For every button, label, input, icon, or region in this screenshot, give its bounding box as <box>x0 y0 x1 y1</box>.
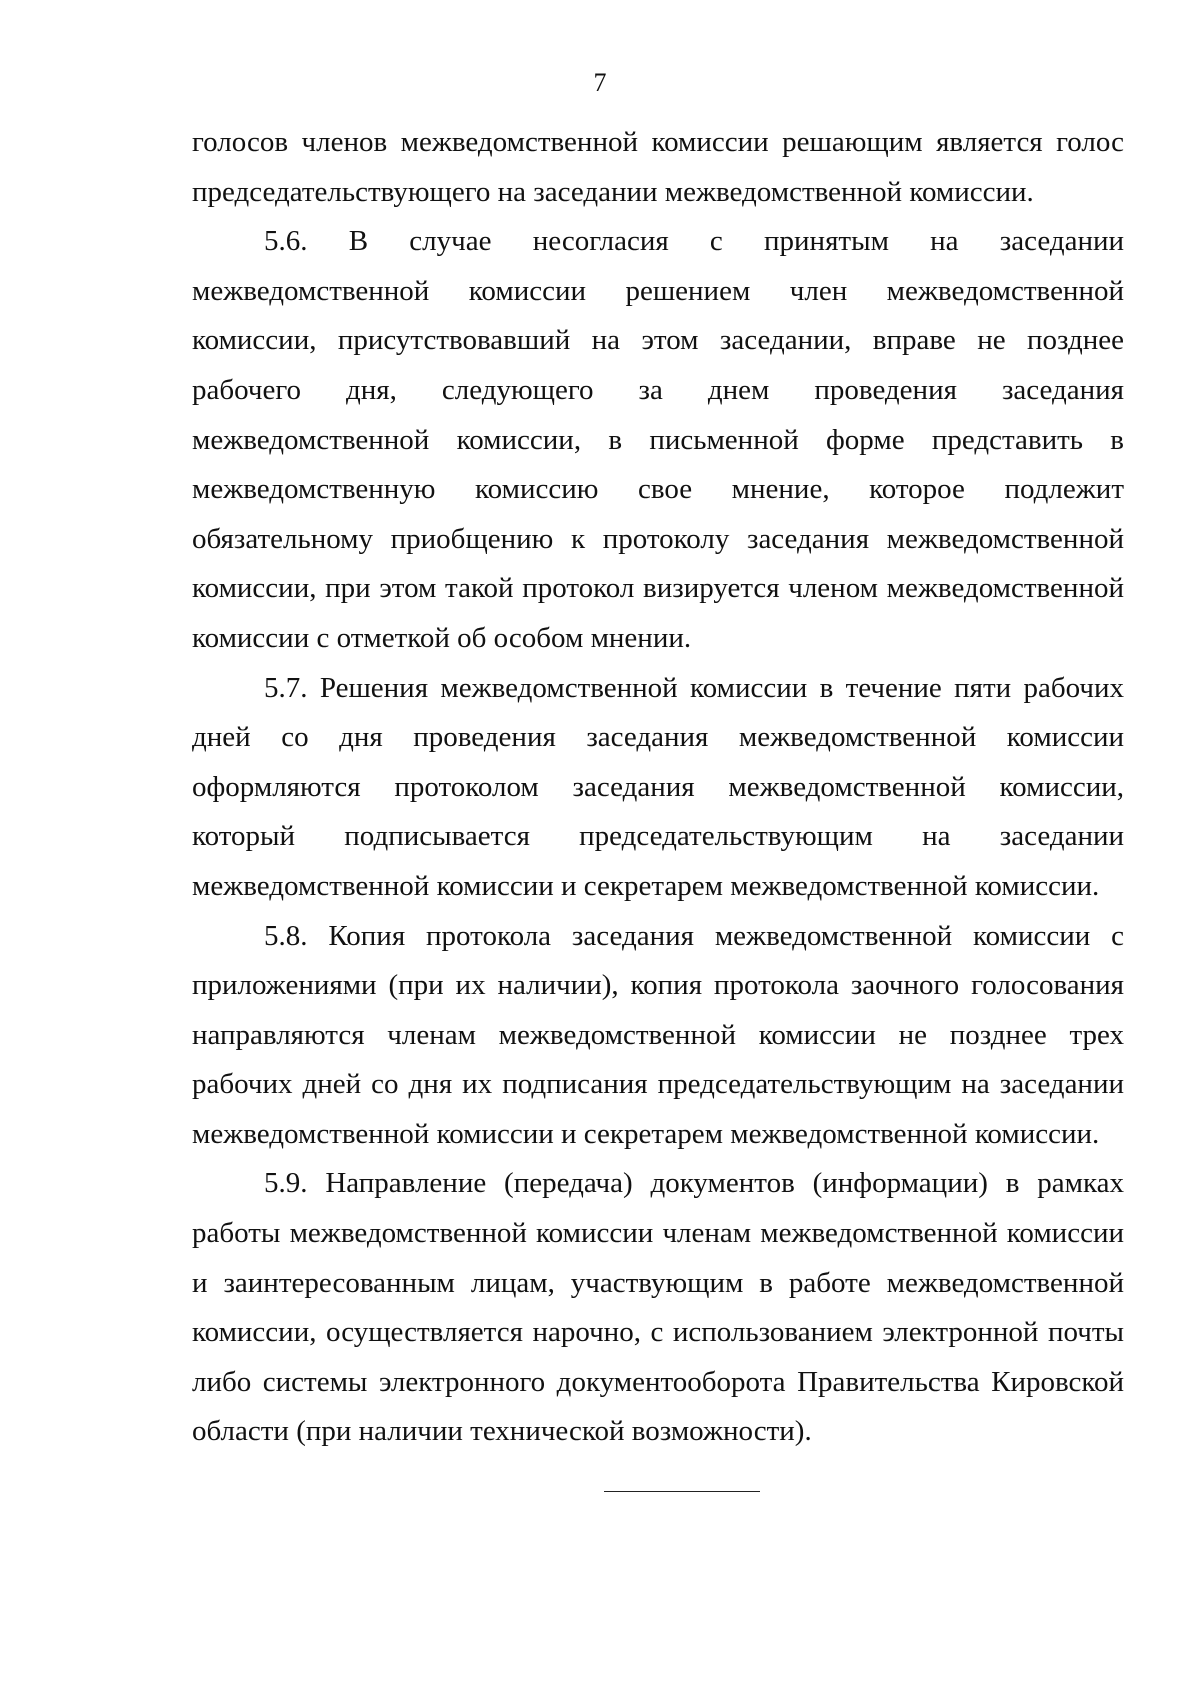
paragraph-5-7: 5.7. Решения межведомственной комиссии в течение пяти рабочих дней со дня проведения заседания межведомственной комиссии оформляются протоколом заседания межведомственной комиссии, который подписывается председательствующим на заседании межведомственной комиссии и секретарем межведомственной комиссии. <box>192 671 1124 902</box>
paragraph-5-6: 5.6. В случае несогласия с принятым на заседании межведомственной комиссии решением член межведомственной комиссии, присутствовавший на этом заседании, вправе не позднее рабочего дня, следующего за днем проведения заседания межведомственной комиссии, в письменной форме представить в межведомственную комиссию свое мнение, которое подлежит обязательному приобщению к протоколу заседания межведомственной комиссии, при этом такой протокол визируется членом межведомственной комиссии с отметкой об особом мнении. <box>192 225 1124 654</box>
paragraph-5-8: 5.8. Копия протокола заседания межведомственной комиссии с приложениями (при их наличии), копия протокола заочного голосования направляются членам межведомственной комиссии не позднее трех рабочих дней со дня их подписания председательствующим на заседании межведомственной комиссии и секретарем межведомственной комиссии. <box>192 919 1124 1150</box>
document-body <box>192 118 1124 1457</box>
page-number: 7 <box>593 68 607 97</box>
paragraph-5-9: 5.9. Направление (передача) документов (информации) в рамках работы межведомственной комиссии членам межведомственной комиссии и заинтересованным лицам, участвующим в работе межведомственной комиссии, осуществляется нарочно, с использованием электронной почты либо системы электронного документооборота Правительства Кировской области (при наличии технической возможности). <box>192 1167 1124 1448</box>
paragraph-continuation: голосов членов межведомственной комиссии решающим является голос председательствующего на заседании межведомственной комиссии. <box>192 126 1124 208</box>
end-separator-line <box>604 1491 760 1492</box>
